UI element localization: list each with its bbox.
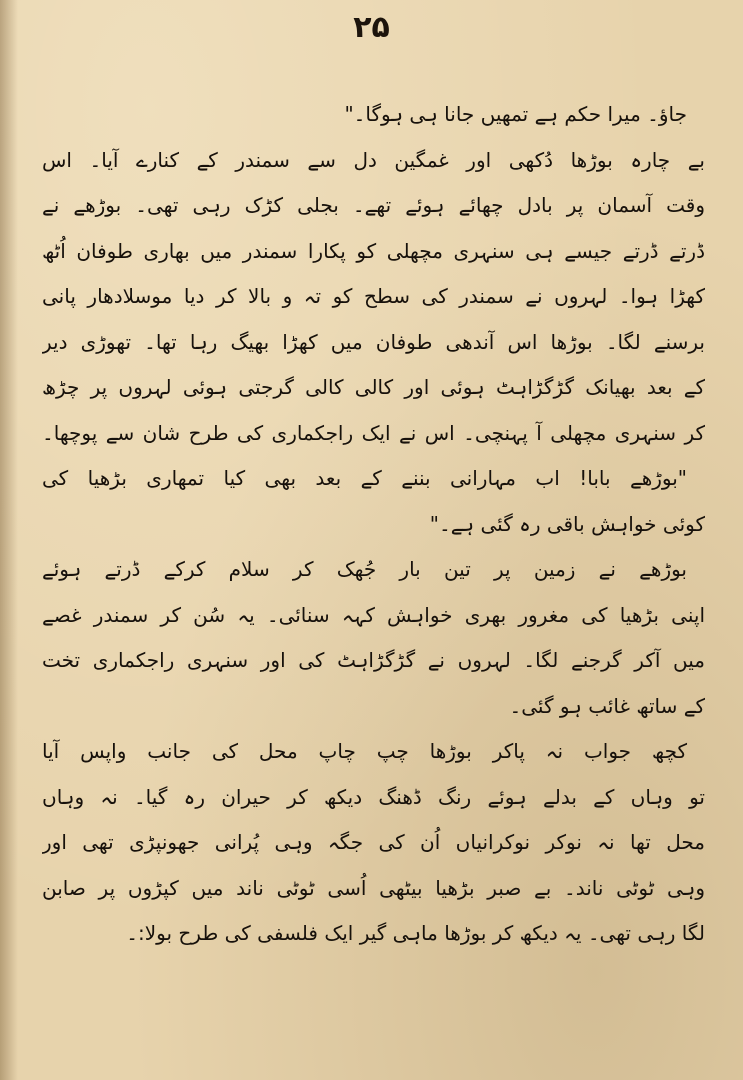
page-edge-shadow [0,0,18,1080]
text-line: محل تھا نہ نوکر نوکرانیاں اُن کی جگہ وہی پُرانی جھونپڑی تھی اور [42,830,705,854]
text-line: اپنی بڑھیا کی مغرور بھری خواہش کہہ سنائی۔ یہ سُن کر سمندر غصے [42,602,705,627]
text-line: وقت آسمان پر بادل چھائے ہوئے تھے۔ بجلی کڑک رہی تھی۔ بوڑھے نے [42,193,705,217]
text-line: کے ساتھ غائب ہو گئی۔ [509,693,705,718]
body-text [42,92,705,957]
text-line: بے چارہ بوڑھا دُکھی اور غمگین دل سے سمندر کے کنارے آیا۔ اس [42,147,705,172]
text-line: کے بعد بھیانک گڑگڑاہٹ ہوئی اور کالی کالی گرجتی ہوئی لہروں پر چڑھ [42,375,705,399]
text-line: جاؤ۔ میرا حکم ہے تمھیں جانا ہی ہوگا۔" [344,102,687,126]
text-line: کر سنہری مچھلی آ پہنچی۔ اس نے ایک راجکماری کی طرح شان سے پوچھا۔ [42,420,705,445]
text-line: کوئی خواہش باقی رہ گئی ہے۔" [429,511,705,536]
text-line: "بوڑھے بابا! اب مہارانی بننے کے بعد بھی کیا تمھاری بڑھیا کی [42,466,687,490]
text-line: وہی ٹوٹی ناند۔ بے صبر بڑھیا بیٹھی اُسی ٹوٹی ناند میں کپڑوں پر صابن [42,875,705,900]
text-line: بوڑھے نے زمین پر تین بار جُھک کر سلام کرکے ڈرتے ہوئے [42,557,687,581]
text-line: برسنے لگا۔ بوڑھا اس آندھی طوفان میں کھڑا بھیگ رہا تھا۔ تھوڑی دیر [42,329,705,354]
text-line: تو وہاں کے بدلے ہوئے رنگ ڈھنگ دیکھ کر حیران رہ گیا۔ نہ وہاں [42,784,705,809]
text-line: کھڑا ہوا۔ لہروں نے سمندر کی سطح کو تہ و بالا کر دیا موسلادھار پانی [42,284,705,308]
text-line: کچھ جواب نہ پاکر بوڑھا چپ چاپ محل کی جانب واپس آیا [42,739,687,763]
page-number: ۲۵ [353,10,390,45]
text-line: ڈرتے ڈرتے جیسے ہی سنہری مچھلی کو پکارا سمندر میں بھاری طوفان اُٹھ [42,238,705,263]
text-line: لگا رہی تھی۔ یہ دیکھ کر بوڑھا ماہی گیر ایک فلسفی کی طرح بولا:۔ [126,921,705,945]
text-line: میں آکر گرجنے لگا۔ لہروں نے گڑگڑاہٹ کی اور سنہری راجکماری تخت [42,648,705,672]
